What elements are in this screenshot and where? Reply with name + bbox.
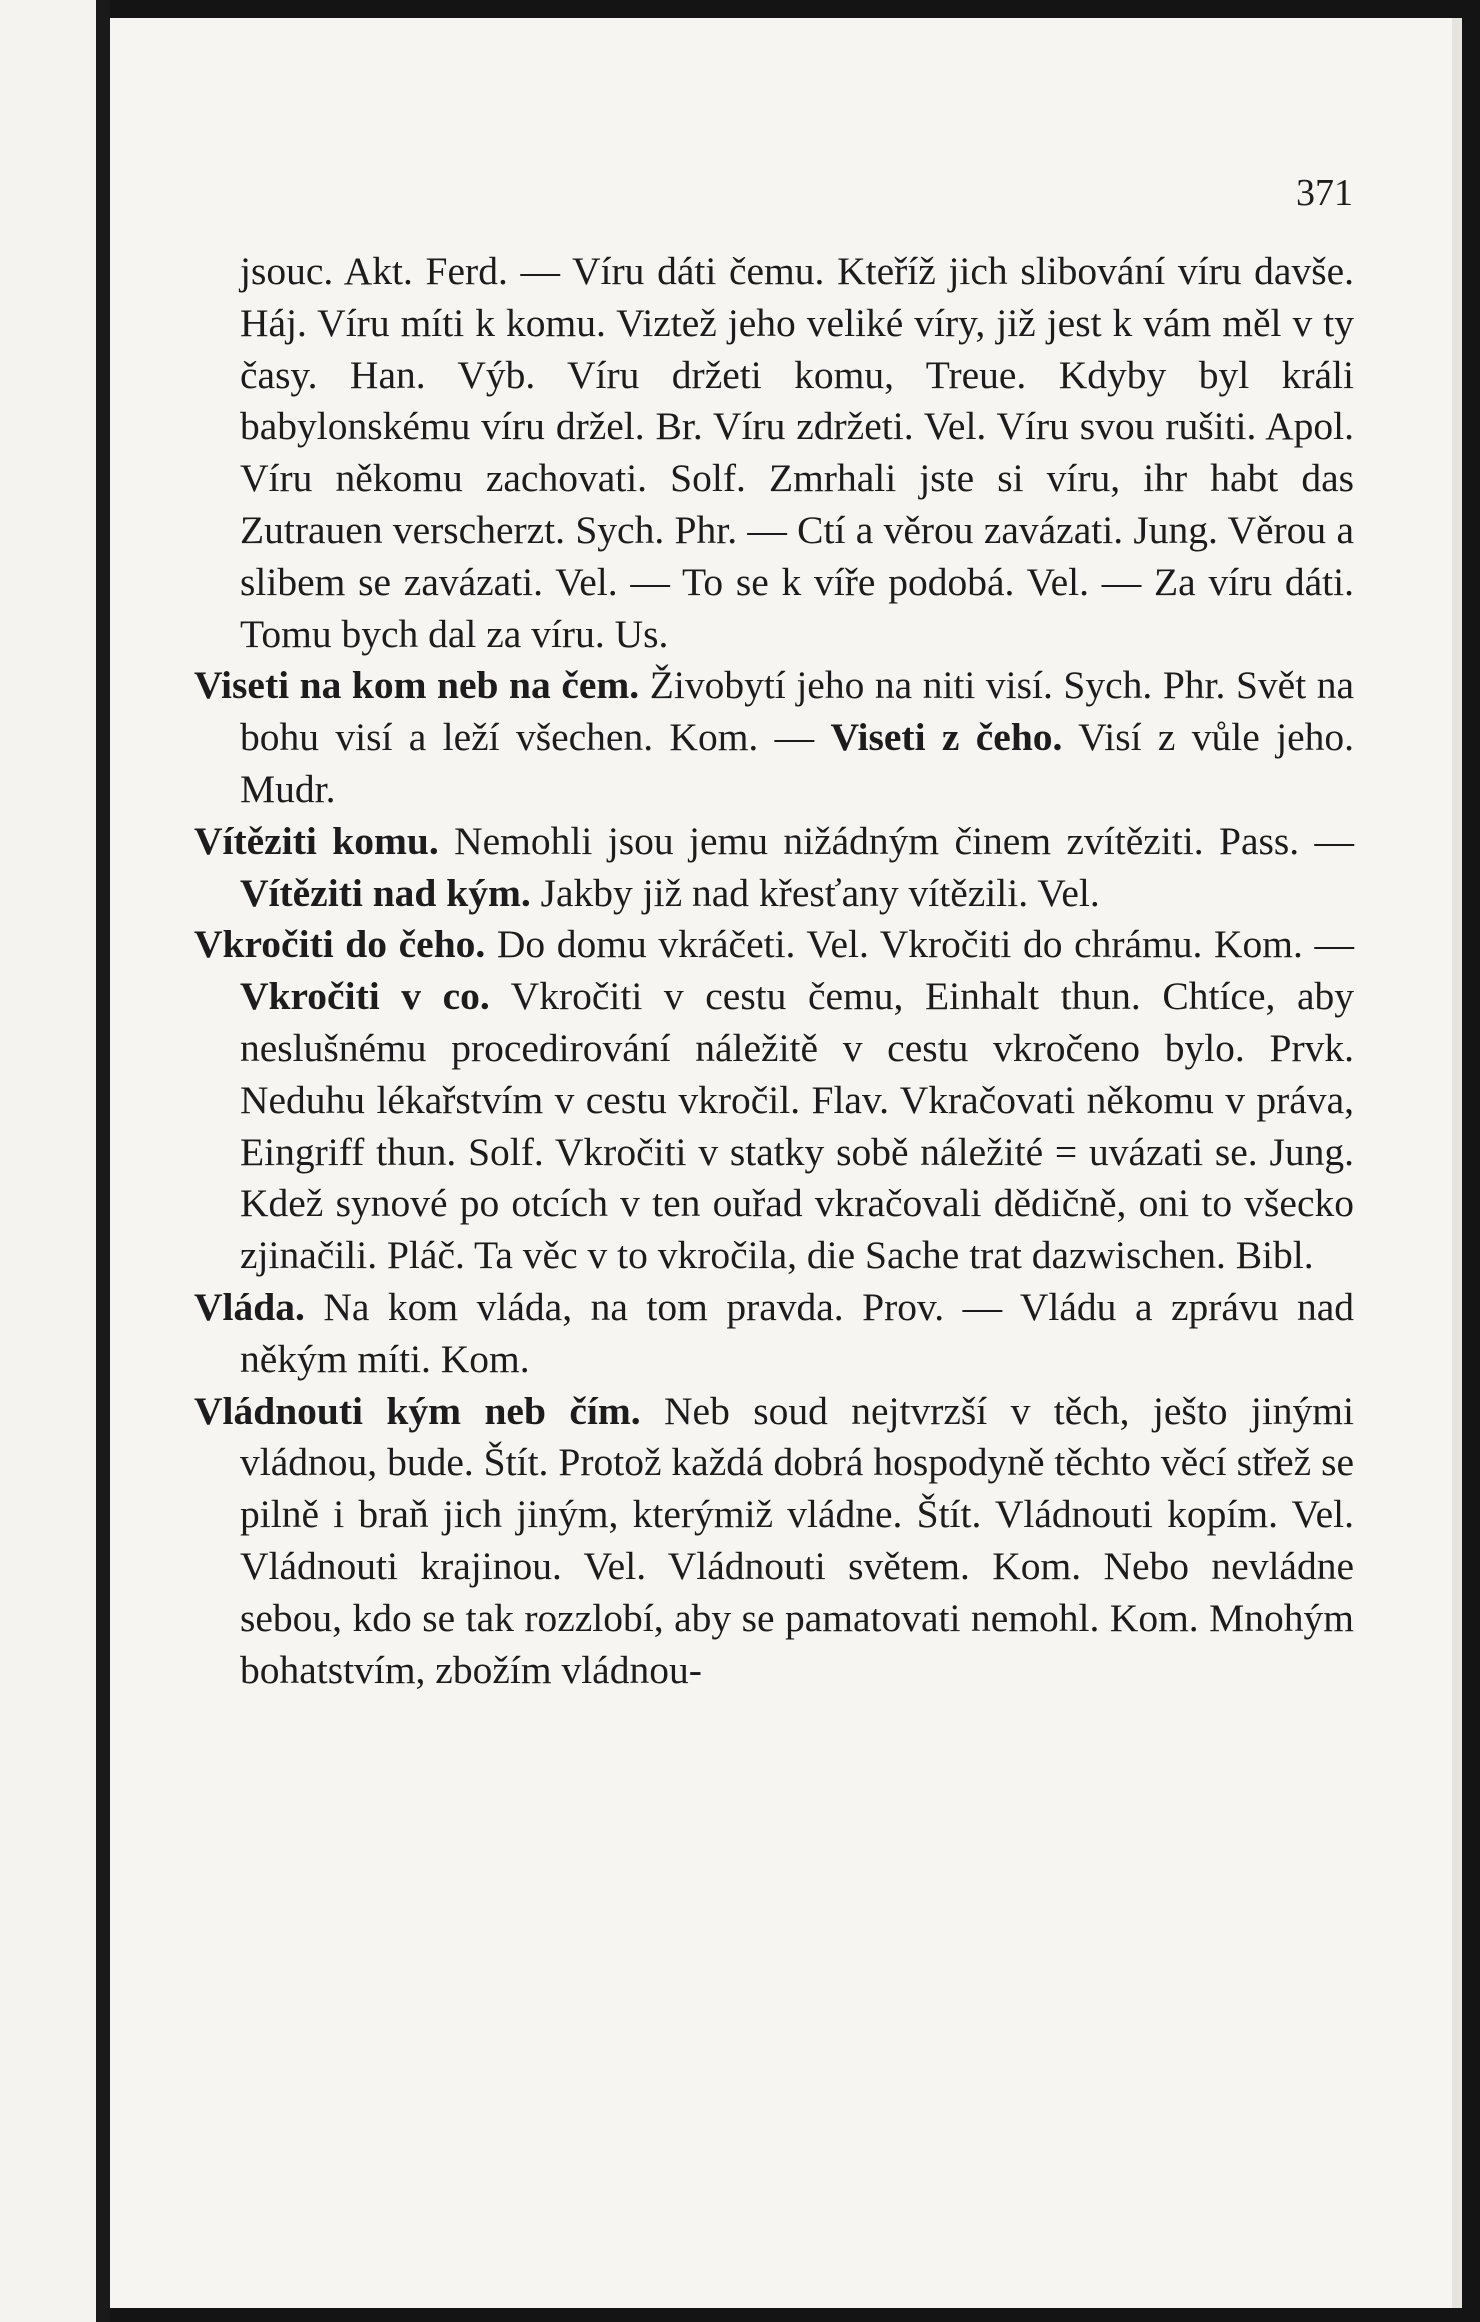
entry-text: jsouc. Akt. Ferd. — Víru dáti čemu. Kteříž jich slibování víru davše. Háj. Víru míti k komu. Viztež jeho veliké víry, již jest k vám měl v ty časy. Han. Výb. Víru držeti komu, Treue. Kdyby byl králi babylonskému víru držel. Br. Víru zdržeti. Vel. Víru svou rušiti. Apol. Víru někomu zachovati. Solf. Zmrhali jste si víru, ihr habt das Zutrauen verscherzt. Sych. Phr. — Ctí a věrou zavázati. Jung. Věrou a slibem se zavázati. Vel. — To se k víře podobá. Vel. — Za víru dáti. Tomu bych dal za víru. Us.: [240, 249, 1354, 656]
entry-text: Do domu vkráčeti. Vel. Vkročiti do chrámu. Kom. —: [485, 922, 1354, 967]
headword: Vkročiti do čeho.: [194, 922, 486, 967]
headword: Vláda.: [194, 1284, 305, 1329]
entry-text: Na kom vláda, na tom pravda. Prov. — Vládu a zprávu nad někým míti. Kom.: [240, 1284, 1354, 1381]
dictionary-text: [194, 246, 1354, 1696]
entry-vlada: [194, 1282, 1354, 1386]
headword: Vládnouti kým neb čím.: [194, 1388, 641, 1433]
sub-headword: Vítěziti nad kým.: [240, 870, 531, 915]
entry-text: Neb soud nejtvrzší v těch, ješto jinými vládnou, bude. Štít. Protož každá dobrá hospodyně těchto věcí střež se pilně i braň jich jiným, kterýmiž vládne. Štít. Vládnouti kopím. Vel. Vládnouti krajinou. Vel. Vládnouti světem. Kom. Nebo nevládne sebou, kdo se tak rozzlobí, aby se pamatovati nemohl. Kom. Mnohým bohatstvím, zbožím vládnou-: [240, 1388, 1354, 1692]
headword: Viseti na kom neb na čem.: [194, 663, 640, 708]
book-gutter: [96, 0, 110, 2322]
entry-vladnouti: [194, 1386, 1354, 1697]
page-edge-shadow: [1452, 18, 1462, 2308]
facing-page-edge: [0, 0, 96, 2322]
entry-viteziti: [194, 816, 1354, 920]
book-page: [110, 18, 1462, 2308]
entry-text-2: Jakby již nad křesťany vítězili. Vel.: [530, 870, 1100, 915]
entry-viseti: [194, 660, 1354, 815]
sub-headword: Vkročiti v co.: [240, 974, 490, 1019]
page-number: 371: [1296, 172, 1353, 214]
entry-text: Živobytí jeho na niti visí. Sych. Phr. Svět na bohu visí a leží všechen. Kom. —: [240, 663, 1354, 760]
sub-headword: Viseti z čeho.: [830, 715, 1063, 760]
headword: Vítěziti komu.: [194, 818, 439, 863]
entry-text: Nemohli jsou jemu nižádným činem zvítěziti. Pass. —: [438, 818, 1354, 863]
entry-vkrociti: [194, 919, 1354, 1282]
entry-text-2: Visí z vůle jeho. Mudr.: [240, 715, 1354, 811]
entry-text-2: Vkročiti v cestu čemu, Einhalt thun. Chtíce, aby neslušnému procedirování náležitě v cestu vkročeno bylo. Prvk. Neduhu lékařstvím v cestu vkročil. Flav. Vkračovati někomu v práva, Eingriff thun. Solf. Vkročiti v statky sobě náležité = uvázati se. Jung. Kdež synové po otcích v ten ouřad vkračovali dědičně, oni to všecko zjinačili. Pláč. Ta věc v to vkročila, die Sache trat dazwischen. Bibl.: [240, 974, 1354, 1278]
entry-continued: [194, 246, 1354, 660]
